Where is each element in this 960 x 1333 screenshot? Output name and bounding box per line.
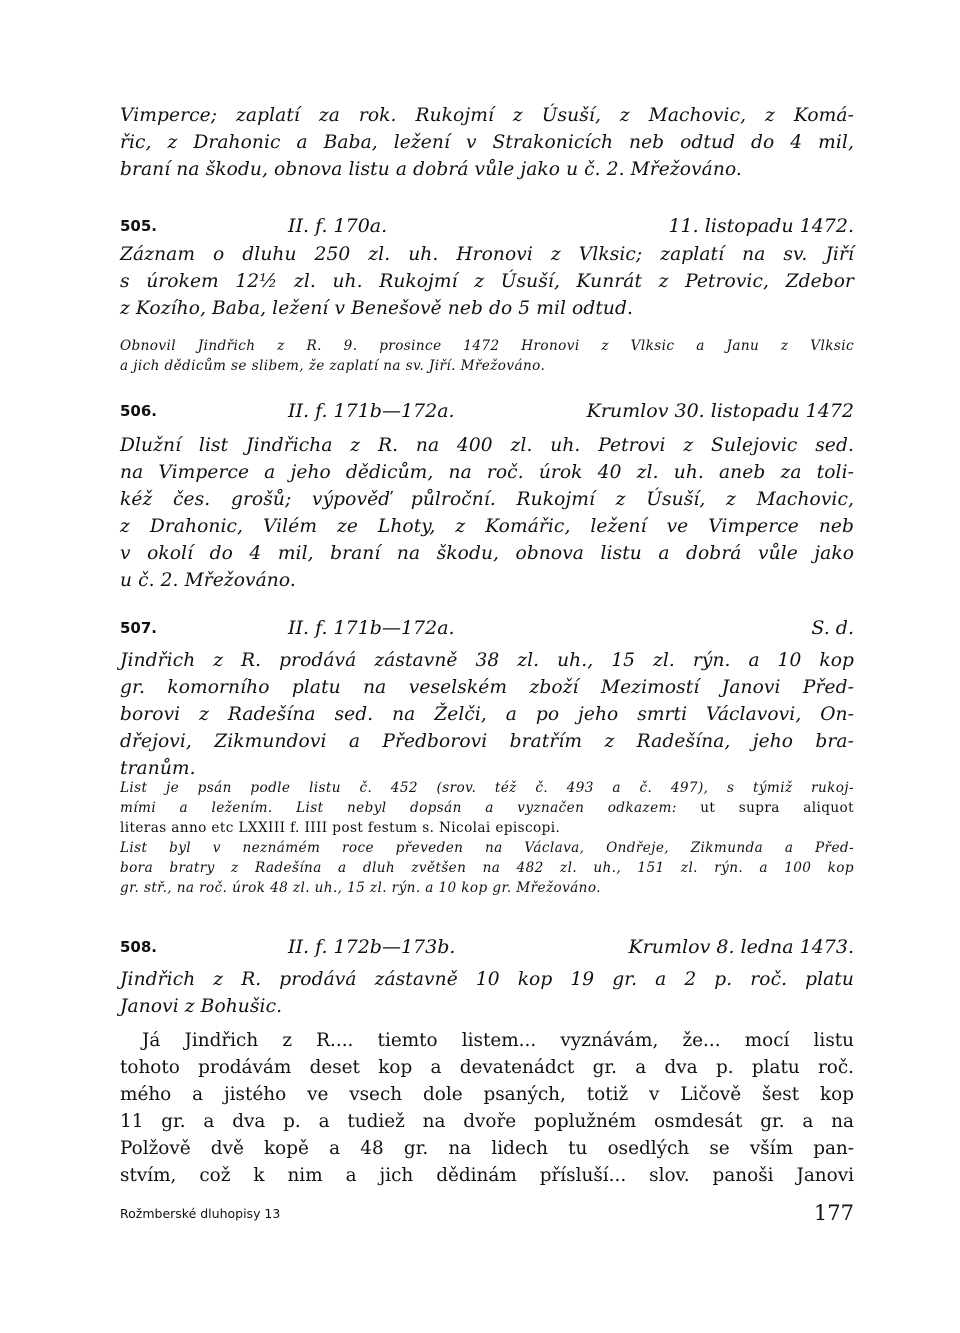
footer-signature: Rožmberské dluhopisy 13 [120,1206,281,1221]
summary-line: z Drahonic, Vilém ze Lhoty, z Komářic, ležení ve Vimperce neb [120,516,854,537]
note-line: gr. stř., na roč. úrok 48 zl. uh., 15 zl. rýn. a 10 kop gr. Mřežováno. [120,880,601,896]
summary-line: dřejovi, Zikmundovi a Předborovi bratřím z Radešína, jeho bra- [120,731,854,752]
note-line: Obnovil Jindřich z R. 9. prosince 1472 Hronovi z Vlksic a Janu z Vlksic [120,338,854,354]
summary-line: tranům. [120,758,196,779]
entry-place-date: Krumlov 30. listopadu 1472 [586,400,854,422]
latin-line: literas anno etc LXXIII f. IIII post festum s. Nicolai episcopi. [120,820,561,836]
summary-line: gr. komorního platu na veselském zboží Mezimostí Janovi Před- [120,677,854,698]
summary-line: Jindřich z R. prodává zástavně 10 kop 19 gr. a 2 p. roč. platu [120,969,854,990]
note-line: List byl v neznámém roce převeden na Václava, Ondřeje, Zikmunda a Před- [120,840,854,856]
entry-505-summary [120,241,854,322]
entry-folio: II. f. 171b—172a. [288,400,455,422]
entry-folio: II. f. 170a. [288,215,388,237]
entry-506-heading [120,397,854,425]
text-line: Já Jindřich z R.... tiemto listem... vyznávám, že... mocí listu [142,1030,854,1051]
entry-507-heading [120,614,854,642]
note-line-mixed [120,798,854,818]
latin-fragment: ut supra aliquot [700,800,854,816]
summary-line: s úrokem 12½ zl. uh. Rukojmí z Úsuší, Kunrát z Petrovic, Zdebor [120,271,854,292]
summary-line: borovi z Radešína sed. na Želči, a po jeho smrti Václavovi, On- [120,704,854,725]
note-line: a jich dědicům se slibem, že zaplatí na sv. Jiří. Mřežováno. [120,358,546,374]
entry-505-heading [120,212,854,240]
summary-line: Jindřich z R. prodává zástavně 38 zl. uh., 15 zl. rýn. a 10 kop [120,650,854,671]
note-line: List je psán podle listu č. 452 (srov. též č. 493 a č. 497), s týmiž rukoj- [120,780,854,796]
entry-number: 508. [120,938,158,956]
entry-508-summary [120,966,854,1020]
text-line: tohoto prodávám deset kop a devatenádct gr. a dva p. platu roč. [120,1057,854,1078]
page-number: 177 [813,1201,854,1225]
entry-folio: II. f. 172b—173b. [288,936,456,958]
summary-line: Dlužní list Jindřicha z R. na 400 zl. uh. Petrovi z Sulejovic sed. [120,435,854,456]
entry-number: 506. [120,402,158,420]
entry-508-text [120,1027,854,1189]
text-line: Polžově dvě kopě a 48 gr. na lidech tu osedlých se vším pan- [120,1138,854,1159]
intro-line: řic, z Drahonic a Baba, ležení v Strakonicích neb odtud do 4 mil, [120,132,854,153]
summary-line: Záznam o dluhu 250 zl. uh. Hronovi z Vlksic; zaplatí na sv. Jiří [120,244,854,265]
text-line: mého a jistého ve vsech dole psaných, totiž v Ličově šest kop [120,1084,854,1105]
entry-place-date: S. d. [811,617,854,639]
text-line: stvím, což k nim a jich dědinám přísluší... slov. panoši Janovi [120,1165,854,1186]
intro-line: braní na škodu, obnova listu a dobrá vůle jako u č. 2. Mřežováno. [120,159,742,180]
entry-number: 505. [120,217,158,235]
entry-place-date: 11. listopadu 1472. [668,215,854,237]
intro-paragraph [120,102,854,183]
summary-line: u č. 2. Mřežováno. [120,570,296,591]
entry-number: 507. [120,619,158,637]
text-line: 11 gr. a dva p. a tudiež na dvoře poplužném osmdesát gr. a na [120,1111,854,1132]
summary-line: na Vimperce a jeho dědicům, na roč. úrok 40 zl. uh. aneb za toli- [120,462,854,483]
summary-line: z Kozího, Baba, ležení v Benešově neb do 5 mil odtud. [120,298,634,319]
entry-505-note [120,336,854,376]
entry-506-summary [120,432,854,594]
summary-line: Janovi z Bohušic. [120,996,283,1017]
entry-folio: II. f. 171b—172a. [288,617,455,639]
summary-line: kéž čes. grošů; výpověď půlroční. Rukojmí z Úsuší, z Machovic, [120,489,854,510]
note-line: bora bratry z Radešína a dluh zvětšen na 482 zl. uh., 151 zl. rýn. a 100 kop [120,860,854,876]
entry-507-note [120,778,854,898]
summary-line: v okolí do 4 mil, braní na škodu, obnova listu a dobrá vůle jako [120,543,854,564]
entry-508-heading [120,933,854,961]
entry-507-summary [120,647,854,782]
note-fragment: mími a ležením. List nebyl dopsán a vyznačen odkazem: [120,800,677,816]
intro-line: Vimperce; zaplatí za rok. Rukojmí z Úsuší, z Machovic, z Komá- [120,105,854,126]
entry-place-date: Krumlov 8. ledna 1473. [628,936,854,958]
